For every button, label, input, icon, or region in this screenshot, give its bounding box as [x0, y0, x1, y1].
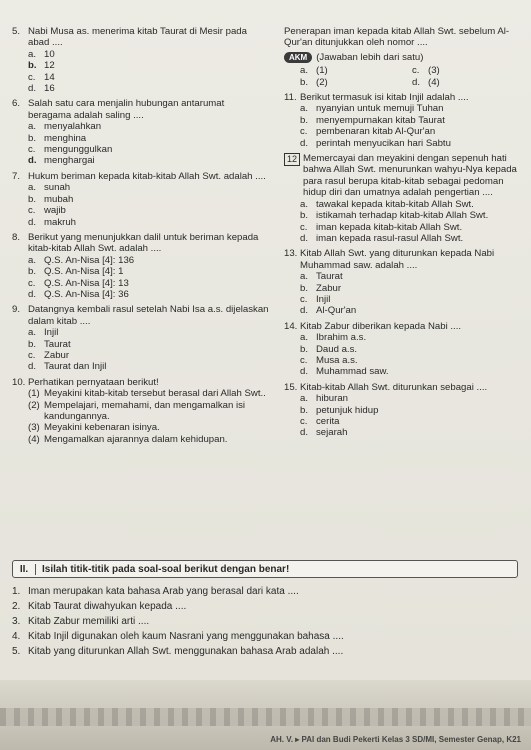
option-a[interactable]: a. Taurat	[300, 271, 343, 283]
option-c[interactable]: c. (3)	[412, 65, 440, 77]
question-14: 14. Kitab Zabur diberikan kepada Nabi .... a. Ibrahim a.s. b. Daud a.s. c. Musa a.s. d. Muhammad saw.	[284, 321, 524, 378]
option-b[interactable]: b. Daud a.s.	[300, 343, 358, 355]
option-b[interactable]: b. menghina	[28, 132, 87, 144]
option-a[interactable]: a. (1)	[300, 65, 328, 77]
option-b[interactable]: b. menyempurnakan kitab Taurat	[300, 114, 445, 126]
option-b[interactable]: b. Zabur	[300, 282, 342, 294]
option-b[interactable]: b. istikamah terhadap kitab-kitab Allah Swt.	[300, 210, 489, 222]
page-footer	[0, 680, 531, 750]
left-column	[12, 26, 270, 449]
option-b[interactable]: b. Q.S. An-Nisa [4]: 1	[28, 266, 124, 278]
option-c[interactable]: c. pembenaran kitab Al-Qur'an	[300, 126, 436, 138]
option-d[interactable]: d. makruh	[28, 216, 76, 228]
question-15: 15. Kitab-kitab Allah Swt. diturunkan sebagai .... a. hiburan b. petunjuk hidup c. cerita d. sejarah	[284, 382, 524, 439]
option-b[interactable]: b. 12	[28, 60, 55, 72]
question-12: 12 Memercayai dan meyakini dengan sepenuh hati bahwa Allah Swt. menurunkan wahyu-Nya kepada para rasul berupa kitab-kitab sebagai pedoman hidup diri dan umatnya adalah pengertian .... a. tawakal kepada kitab-kitab Allah Swt. b. istikamah terhadap kitab-kitab Allah Swt. c. iman kepada kitab-kitab Allah Swt. d. iman kepada rasul-rasul Allah Swt.	[284, 153, 524, 244]
option-a[interactable]: a. Q.S. An-Nisa [4]: 136	[28, 254, 135, 266]
question-6: 6. Salah satu cara menjalin hubungan antarumat beragama adalah saling .... a. menyalahkan b. menghina c. mengunggulkan d. menghargai	[12, 98, 270, 166]
option-d[interactable]: d. sejarah	[300, 427, 348, 439]
option-a[interactable]: a. menyalahkan	[28, 121, 102, 133]
footer-text: AH. V. ▸ PAI dan Budi Pekerti Kelas 3 SD/MI, Semester Genap, K21	[270, 735, 521, 744]
question-stem: Nabi Musa as. menerima kitab Taurat di Mesir pada abad ....	[28, 26, 247, 49]
question-10-continued	[284, 26, 524, 88]
list-item: 5. Kitab yang diturunkan Allah Swt. menggunakan bahasa Arab adalah ....	[12, 646, 344, 657]
option-d[interactable]: d. Q.S. An-Nisa [4]: 36	[28, 288, 129, 300]
option-c[interactable]: c. cerita	[300, 416, 340, 427]
option-c[interactable]: c. Musa a.s.	[300, 354, 358, 366]
question-5	[12, 26, 270, 94]
statement-1: (1) Meyakini kitab-kitab tersebut berasal dari Allah Swt..	[28, 388, 266, 400]
option-c[interactable]: c. 14	[28, 71, 55, 83]
section-title: Isilah titik-titik pada soal-soal berikut dengan benar!	[42, 563, 290, 575]
question-number-box: 12	[284, 153, 300, 166]
akm-note: (Jawaban lebih dari satu)	[316, 51, 424, 63]
option-d[interactable]: d. (4)	[412, 76, 440, 88]
list-item: 4. Kitab Injil digunakan oleh kaum Nasrani yang menggunakan bahasa ....	[12, 631, 344, 642]
option-d[interactable]: d. menghargai	[28, 155, 95, 167]
option-d[interactable]: d. Muhammad saw.	[300, 366, 389, 378]
section-number: II.	[13, 564, 36, 575]
answer-mark-icon: b.	[28, 60, 37, 72]
option-c[interactable]: c. wajib	[28, 205, 66, 217]
fill-in-list	[12, 584, 518, 659]
section-2	[12, 560, 518, 659]
statement-4: (4) Mengamalkan ajarannya dalam kehidupan.	[28, 433, 228, 445]
question-13: 13. Kitab Allah Swt. yang diturunkan kepada Nabi Muhammad saw. adalah .... a. Taurat b. Zabur c. Injil d. Al-Qur'an	[284, 248, 524, 316]
option-b[interactable]: b. (2)	[300, 76, 328, 88]
right-column	[284, 26, 524, 443]
option-d[interactable]: d. Al-Qur'an	[300, 305, 357, 317]
option-a[interactable]: a. 10	[28, 48, 55, 60]
decorative-band	[0, 708, 531, 726]
option-d[interactable]: d. perintah menyucikan hari Sabtu	[300, 137, 451, 149]
option-c[interactable]: c. mengunggulkan	[28, 144, 113, 156]
option-a[interactable]: a. sunah	[28, 182, 71, 194]
statement-3: (3) Meyakini kebenaran isinya.	[28, 422, 160, 434]
statement-2: (2) Mempelajari, memahami, dan mengamalkan isi kandungannya.	[28, 399, 246, 422]
option-c[interactable]: c. Q.S. An-Nisa [4]: 13	[28, 277, 129, 289]
option-a[interactable]: a. tawakal kepada kitab-kitab Allah Swt.	[300, 198, 474, 210]
question-stem: Penerapan iman kepada kitab Allah Swt. sebelum Al-Qur'an ditunjukkan oleh nomor ....	[284, 26, 510, 49]
question-number: 5.	[12, 26, 21, 37]
option-a[interactable]: a. Injil	[28, 327, 59, 339]
section-header	[12, 560, 518, 578]
answer-mark-icon: d.	[28, 155, 37, 167]
option-a[interactable]: a. hiburan	[300, 393, 349, 405]
list-item: 2. Kitab Taurat diwahyukan kepada ....	[12, 601, 187, 612]
option-d[interactable]: d. 16	[28, 83, 55, 95]
question-10: 10. Perhatikan pernyataan berikut! (1) Meyakini kitab-kitab tersebut berasal dari Allah Swt.. (2) Mempelajari, memahami, dan mengamalkan isi kandungannya. (3) Meyakini kebenaran isinya. (4) Mengamalkan ajarannya dalam kehidupan.	[12, 377, 270, 445]
akm-badge: AKM	[284, 52, 312, 63]
list-item: 3. Kitab Zabur memiliki arti ....	[12, 616, 150, 627]
option-a[interactable]: a. nyanyian untuk memuji Tuhan	[300, 103, 444, 115]
option-c[interactable]: c. iman kepada kitab-kitab Allah Swt.	[300, 221, 463, 233]
option-c[interactable]: c. Zabur	[28, 349, 70, 361]
option-b[interactable]: b. Taurat	[28, 338, 71, 350]
option-a[interactable]: a. Ibrahim a.s.	[300, 332, 367, 344]
option-c[interactable]: c. Injil	[300, 293, 331, 305]
question-11: 11. Berikut termasuk isi kitab Injil adalah .... a. nyanyian untuk memuji Tuhan b. menyempurnakan kitab Taurat c. pembenaran kitab Al-Qur'an d. perintah menyucikan hari Sabtu	[284, 92, 524, 149]
question-7: 7. Hukum beriman kepada kitab-kitab Allah Swt. adalah .... a. sunah b. mubah c. wajib d. makruh	[12, 171, 270, 228]
question-8: 8. Berikut yang menunjukkan dalil untuk beriman kepada kitab-kitab Allah Swt. adalah .... a. Q.S. An-Nisa [4]: 136 b. Q.S. An-Nisa [4]: 1 c. Q.S. An-Nisa [4]: 13 d. Q.S. An-Nisa [4]: 36	[12, 232, 270, 300]
question-9: 9. Datangnya kembali rasul setelah Nabi Isa a.s. dijelaskan dalam kitab .... a. Injil b. Taurat c. Zabur d. Taurat dan Injil	[12, 304, 269, 373]
list-item: 1. Iman merupakan kata bahasa Arab yang berasal dari kata ....	[12, 586, 299, 597]
option-d[interactable]: d. iman kepada rasul-rasul Allah Swt.	[300, 232, 464, 244]
option-b[interactable]: b. mubah	[28, 193, 74, 205]
option-d[interactable]: d. Taurat dan Injil	[28, 361, 107, 373]
option-b[interactable]: b. petunjuk hidup	[300, 404, 379, 416]
